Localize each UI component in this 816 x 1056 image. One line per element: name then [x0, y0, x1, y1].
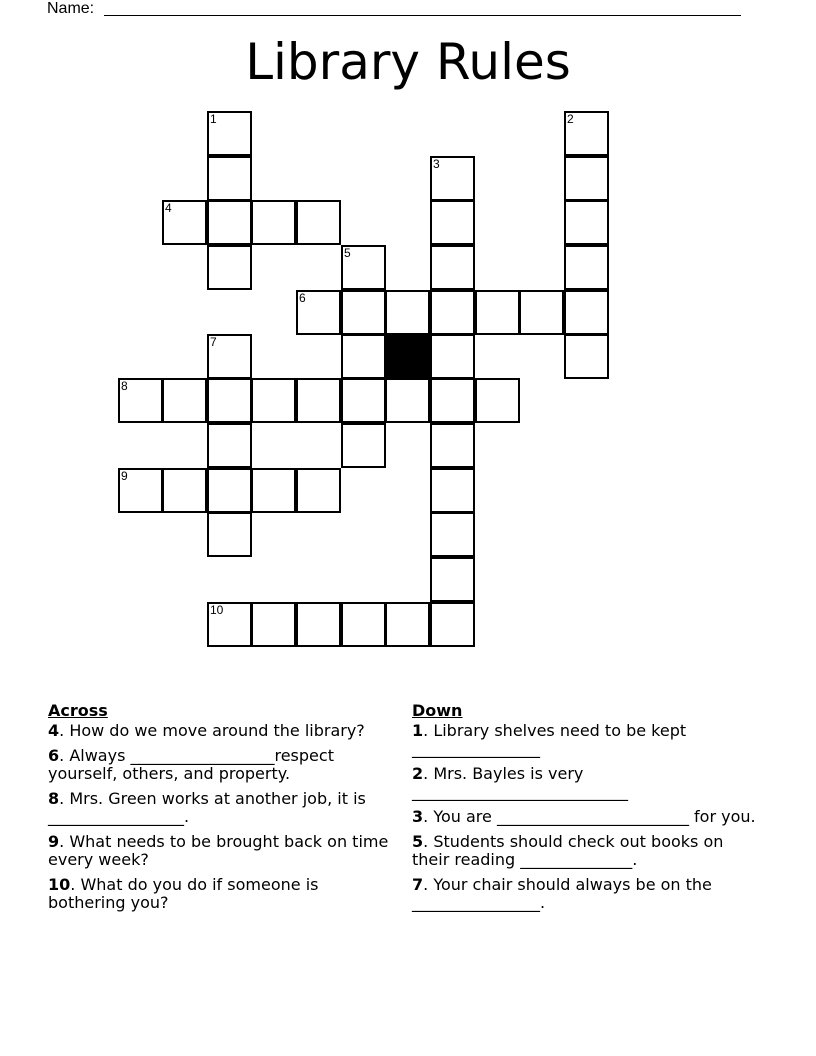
puzzle-title: Library Rules [245, 33, 571, 91]
clue-text: Students should check out books on their reading ______________. [412, 832, 724, 869]
grid-cell[interactable] [385, 378, 430, 423]
down-heading: Down [412, 701, 463, 720]
grid-cell[interactable] [341, 245, 386, 290]
grid-cell[interactable] [207, 156, 252, 201]
grid-cell[interactable] [296, 200, 341, 245]
across-clues [48, 702, 398, 919]
clue-text: Mrs. Bayles is very ___________________________ [412, 764, 628, 801]
clue-num: 1 [412, 721, 424, 740]
grid-cell[interactable] [162, 378, 207, 423]
grid-cell[interactable] [118, 468, 163, 513]
clue-number: 9 [121, 469, 128, 483]
clue-number: 10 [210, 603, 224, 617]
down-clue: 7. Your chair should always be on the ________________. [412, 875, 712, 912]
grid-cell[interactable] [430, 378, 475, 423]
down-clue: 1. Library shelves need to be kept ________________ [412, 721, 687, 758]
down-clue: 3. You are ________________________ for you. [412, 807, 756, 826]
grid-cell[interactable] [475, 290, 520, 335]
grid-cell[interactable] [207, 468, 252, 513]
grid-cell[interactable] [564, 200, 609, 245]
grid-cell[interactable] [162, 468, 207, 513]
grid-cell[interactable] [251, 602, 296, 647]
grid-cell[interactable] [162, 200, 207, 245]
clue-text: You are ________________________ for you. [433, 807, 756, 826]
grid-cell[interactable] [430, 512, 475, 557]
grid-cell[interactable] [564, 334, 609, 379]
clue-number: 4 [165, 201, 172, 215]
clue-number: 3 [433, 157, 440, 171]
name-label: Name: [47, 0, 95, 17]
grid-cell[interactable] [341, 378, 386, 423]
grid-cell[interactable] [564, 245, 609, 290]
clue-number: 1 [210, 112, 217, 126]
clue-num: 3 [412, 807, 424, 826]
grid-cell[interactable] [341, 290, 386, 335]
clue-number: 2 [567, 112, 574, 126]
clue-num: 2 [412, 764, 424, 783]
across-clue: 10. What do you do if someone is bothering you? [48, 875, 319, 912]
grid-cell[interactable] [251, 200, 296, 245]
clue-number: 8 [121, 379, 128, 393]
grid-cell[interactable] [296, 602, 341, 647]
grid-cell[interactable] [564, 111, 609, 156]
clue-text: Your chair should always be on the ________________. [412, 875, 712, 912]
grid-cell[interactable] [475, 378, 520, 423]
grid-cell[interactable] [207, 423, 252, 468]
grid-cell[interactable] [430, 200, 475, 245]
grid-cell[interactable] [564, 290, 609, 335]
grid-cell[interactable] [296, 468, 341, 513]
grid-cell[interactable] [519, 290, 564, 335]
grid-cell[interactable] [207, 512, 252, 557]
grid-black-cell [385, 334, 430, 379]
grid-cell[interactable] [430, 468, 475, 513]
clue-num: 9 [48, 832, 60, 851]
clue-text: What do you do if someone is bothering you? [48, 875, 319, 912]
across-heading: Across [48, 701, 108, 720]
grid-cell[interactable] [341, 602, 386, 647]
clue-text: How do we move around the library? [69, 721, 365, 740]
grid-cell[interactable] [430, 245, 475, 290]
clue-text: Library shelves need to be kept ________________ [412, 721, 687, 758]
clue-num: 5 [412, 832, 424, 851]
grid-cell[interactable] [207, 334, 252, 379]
grid-cell[interactable] [385, 602, 430, 647]
clue-text: Mrs. Green works at another job, it is _________________. [48, 789, 366, 826]
down-clue: 2. Mrs. Bayles is very ___________________________ [412, 764, 628, 801]
grid-cell[interactable] [430, 290, 475, 335]
down-clues [412, 702, 762, 919]
clue-num: 8 [48, 789, 60, 808]
clue-number: 7 [210, 335, 217, 349]
grid-cell[interactable] [430, 334, 475, 379]
grid-cell[interactable] [251, 468, 296, 513]
grid-cell[interactable] [207, 245, 252, 290]
grid-cell[interactable] [341, 334, 386, 379]
grid-cell[interactable] [564, 156, 609, 201]
clue-number: 5 [344, 246, 351, 260]
grid-cell[interactable] [207, 378, 252, 423]
down-clue: 5. Students should check out books on their reading ______________. [412, 832, 724, 869]
grid-cell[interactable] [251, 378, 296, 423]
grid-cell[interactable] [430, 602, 475, 647]
grid-cell[interactable] [207, 111, 252, 156]
clue-num: 10 [48, 875, 71, 894]
grid-cell[interactable] [430, 156, 475, 201]
clue-num: 6 [48, 746, 60, 765]
grid-cell[interactable] [341, 423, 386, 468]
grid-cell[interactable] [207, 602, 252, 647]
clue-text: Always __________________respect yourself, others, and property. [48, 746, 334, 783]
grid-cell[interactable] [430, 557, 475, 602]
grid-cell[interactable] [296, 378, 341, 423]
across-clue: 6. Always __________________respect yourself, others, and property. [48, 746, 334, 783]
clue-num: 4 [48, 721, 60, 740]
across-clue: 8. Mrs. Green works at another job, it is _________________. [48, 789, 366, 826]
grid-cell[interactable] [118, 378, 163, 423]
grid-cell[interactable] [207, 200, 252, 245]
clue-text: What needs to be brought back on time every week? [48, 832, 389, 869]
clue-number: 6 [299, 291, 306, 305]
across-clue: 4. How do we move around the library? [48, 721, 365, 740]
across-clue: 9. What needs to be brought back on time every week? [48, 832, 389, 869]
grid-cell[interactable] [430, 423, 475, 468]
clue-num: 7 [412, 875, 424, 894]
grid-cell[interactable] [385, 290, 430, 335]
grid-cell[interactable] [296, 290, 341, 335]
